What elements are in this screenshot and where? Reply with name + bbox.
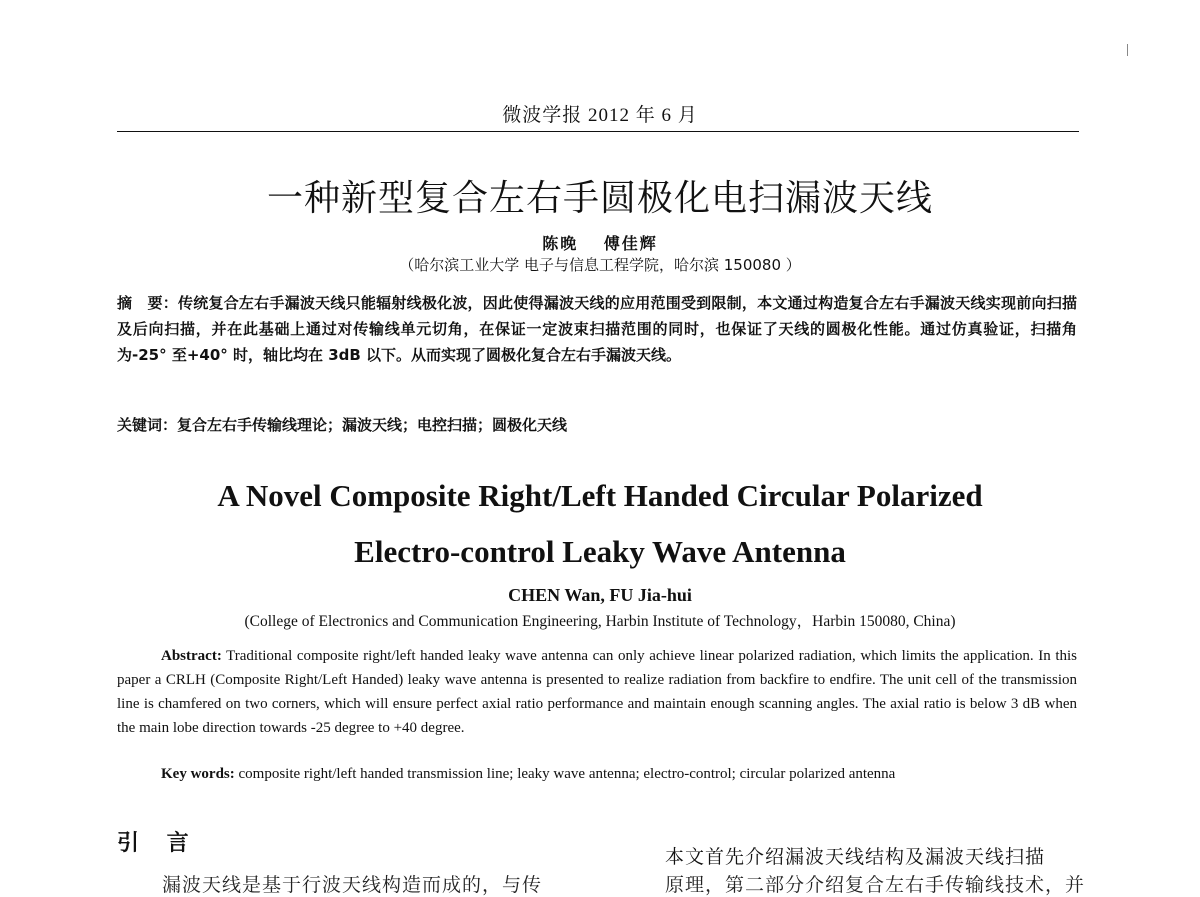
abstract-cn-text: 传统复合左右手漏波天线只能辐射线极化波，因此使得漏波天线的应用范围受到限制，本文通过构造复合左右手漏波天线实现前向扫描及后向扫描，并在此基础上通过对传输线单元切角，在保证一定波束扫描范围的同时，也保证了天线的圆极化性能。通过仿真验证，扫描角为-25° 至+40° 时，轴比均在 3dB 以下。从而实现了圆极化复合左右手漏波天线。: [117, 294, 1077, 364]
body-text-cut-left: 漏波天线是基于行波天线构造而成的，与传: [162, 874, 543, 896]
keywords-en-label: Key words:: [161, 766, 235, 782]
body-text-right: 本文首先介绍漏波天线结构及漏波天线扫描: [665, 846, 1046, 868]
authors-en: CHEN Wan, FU Jia-hui: [508, 585, 692, 605]
affiliation-cn: （哈尔滨工业大学 电子与信息工程学院，哈尔滨 150080 ）: [399, 256, 801, 274]
keywords-cn: [117, 412, 1077, 438]
scan-mark: [1127, 44, 1128, 56]
abstract-en-label: Abstract:: [161, 648, 222, 664]
body-text-cut-right: 原理，第二部分介绍复合左右手传输线技术，并: [665, 874, 1086, 896]
header-rule: [117, 131, 1079, 132]
affiliation-en: (College of Electronics and Communication Engineering, Harbin Institute of Technology，Harbin 150080, China): [244, 613, 956, 630]
intro-heading: 引 言: [117, 831, 199, 856]
title-en-line1: A Novel Composite Right/Left Handed Circular Polarized: [217, 478, 983, 513]
keywords-cn-text: 复合左右手传输线理论；漏波天线；电控扫描；圆极化天线: [177, 416, 568, 434]
keywords-en: [117, 762, 1077, 786]
title-cn: 一种新型复合左右手圆极化电扫漏波天线: [266, 178, 933, 219]
abstract-cn: [117, 290, 1077, 368]
abstract-en-text: Traditional composite right/left handed leaky wave antenna can only achieve linear polarized radiation, which limits the application. In this paper a CRLH (Composite Right/Left Handed) leaky wave antenna is presented to realize radiation from backfire to endfire. The unit cell of the transmission line is chamfered on two corners, which will ensure perfect axial ratio performance and maintain enough scanning angles. The axial ratio is below 3 dB when the main lobe direction towards -25 degree to +40 degree.: [117, 648, 1077, 736]
keywords-cn-label: 关键词：: [117, 416, 178, 434]
journal-header: 微波学报 2012 年 6 月: [502, 105, 698, 126]
title-en-line2: Electro-control Leaky Wave Antenna: [354, 534, 846, 569]
authors-cn: 陈晚 傅佳辉: [542, 234, 658, 253]
abstract-cn-label: 摘 要：: [117, 294, 178, 312]
abstract-en: [117, 644, 1077, 740]
keywords-en-text: composite right/left handed transmission line; leaky wave antenna; electro-control; circular polarized antenna: [234, 766, 896, 782]
